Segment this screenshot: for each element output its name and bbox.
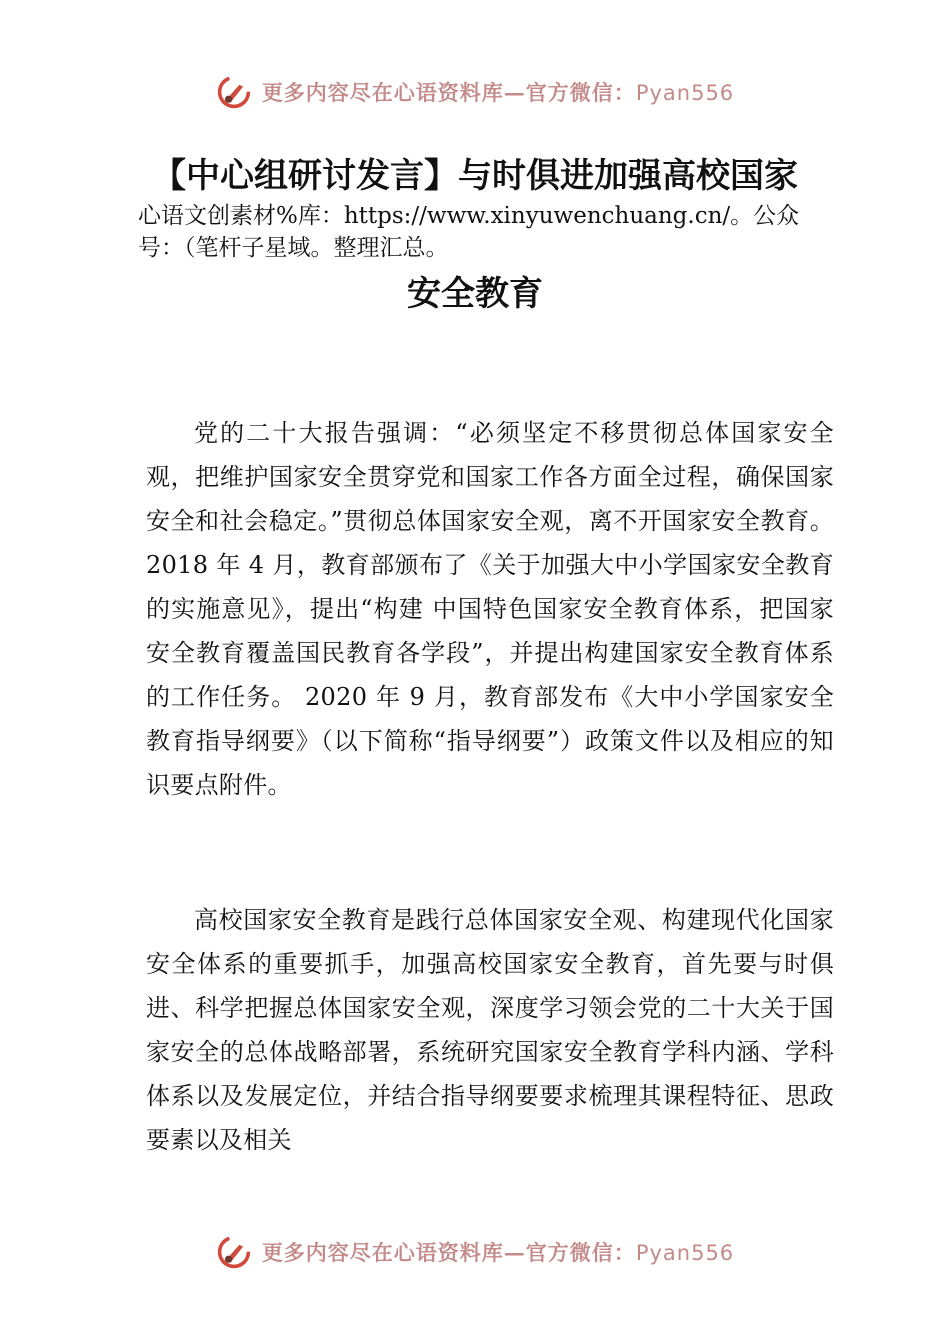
banner-text: 更多内容尽在心语资料库—官方微信：Pyan556 [261, 80, 735, 105]
wechat-id: Pyan556 [635, 1241, 735, 1265]
body-paragraph: 党的二十大报告强调：“必须坚定不移贯彻总体国家安全观，把维护国家安全贯穿党和国家工作各方面全过程，确保国家安全和社会稳定。”贯彻总体国家安全观，离不开国家安全教育。2018 年 4 月，教育部颁布了《关于加强大中小学国家安全教育的实施意见》，提出“构建 中国特色国家安全教育体系，把国家安全教育覆盖国民教育各学段”，并提出构建国家安全教育体系的工作任务。 2020 年 9 月，教育部发布《大中小学国家安全教育指导纲要》（以下简称“指导纲要”）政策文件以及相应的知 识要点附件。 [146, 419, 834, 799]
header-banner [0, 70, 950, 114]
body-paragraph: 高校国家安全教育是践行总体国家安全观、构建现代化国家安全体系的重要抓手，加强高校国家安全教育，首先要与时俱进、科学把握总体国家安全观，深度学习领会党的二十大关于国家安全的总体战略部署，系统研究国家安全教育学科内涵、学科体系以及发展定位，并结合指导纲要要求梳理其课程特征、思政要素以及相关 [146, 906, 834, 1154]
footer-banner [0, 1230, 950, 1274]
document-title: 【中心组研讨发言】与时俱进加强高校国家 [152, 156, 798, 196]
wechat-id: Pyan556 [635, 81, 735, 105]
brush-logo-icon [216, 1234, 252, 1270]
source-note: 心语文创素材%库：https://www.xinyuwenchuang.cn/。公众号：（笔杆子星域。整理汇总。 [138, 203, 800, 261]
banner-text: 更多内容尽在心语资料库—官方微信：Pyan556 [261, 1240, 735, 1265]
document-subtitle: 安全教育 [407, 274, 543, 314]
brush-logo-icon [216, 74, 252, 110]
